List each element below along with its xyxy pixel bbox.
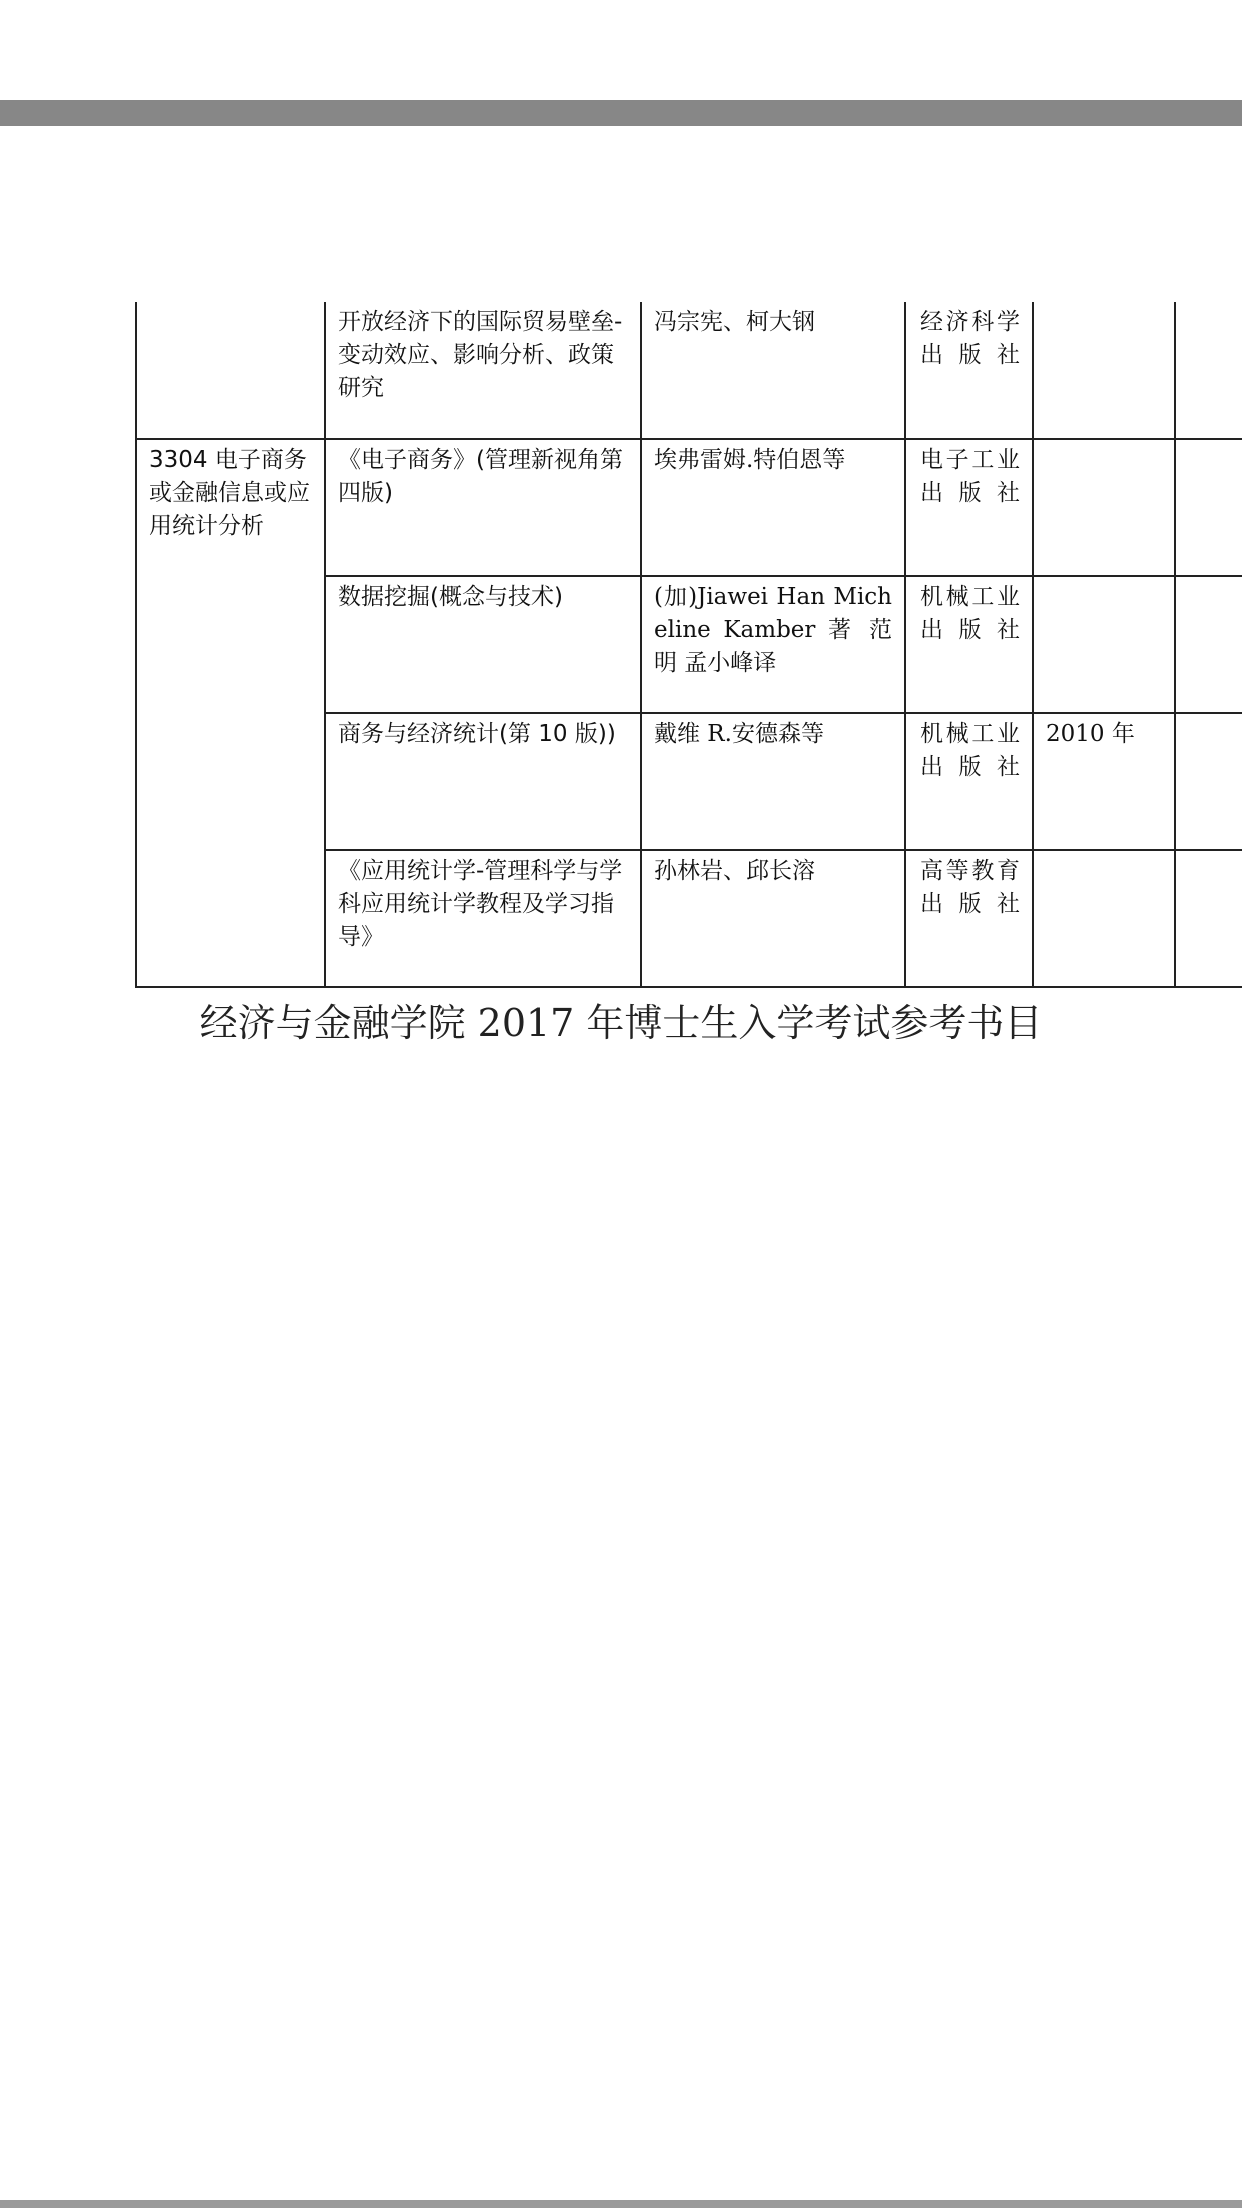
publisher-cell: 机械工业出版社 <box>905 713 1033 850</box>
publisher-cell: 机械工业出版社 <box>905 576 1033 713</box>
note-cell <box>1175 439 1242 576</box>
author-cell: 埃弗雷姆.特伯恩等 <box>641 439 905 576</box>
author-cell: (加)Jiawei Han Micheline Kamber 著 范明 孟小峰译 <box>641 576 905 713</box>
book-title-cell: 《应用统计学-管理科学与学科应用统计学教程及学习指导》 <box>325 850 641 987</box>
year-cell: 2010 年 <box>1033 713 1175 850</box>
year-cell <box>1033 302 1175 439</box>
reference-book-table <box>135 302 1242 988</box>
top-divider-bar <box>0 100 1242 126</box>
page-title: 经济与金融学院 2017 年博士生入学考试参考书目 <box>199 1001 1043 1045</box>
publisher-cell: 电子工业出版社 <box>905 439 1033 576</box>
publisher-cell: 经济科学出版社 <box>905 302 1033 439</box>
note-cell <box>1175 576 1242 713</box>
year-cell <box>1033 850 1175 987</box>
author-cell: 戴维 R.安德森等 <box>641 713 905 850</box>
note-cell <box>1175 850 1242 987</box>
book-title-cell: 商务与经济统计(第 10 版)) <box>325 713 641 850</box>
book-title-cell: 开放经济下的国际贸易壁垒-变动效应、影响分析、政策研究 <box>325 302 641 439</box>
year-cell <box>1033 576 1175 713</box>
table-row <box>136 302 1242 439</box>
book-title-cell: 《电子商务》(管理新视角第四版) <box>325 439 641 576</box>
year-cell <box>1033 439 1175 576</box>
note-cell <box>1175 713 1242 850</box>
bottom-divider-bar <box>0 2200 1242 2208</box>
note-cell <box>1175 302 1242 439</box>
publisher-cell: 高等教育出版社 <box>905 850 1033 987</box>
table-row <box>136 439 1242 576</box>
major-cell <box>136 302 325 439</box>
book-title-cell: 数据挖掘(概念与技术) <box>325 576 641 713</box>
major-cell: 3304 电子商务或金融信息或应用统计分析 <box>136 439 325 987</box>
author-cell: 冯宗宪、柯大钢 <box>641 302 905 439</box>
author-cell: 孙林岩、邱长溶 <box>641 850 905 987</box>
